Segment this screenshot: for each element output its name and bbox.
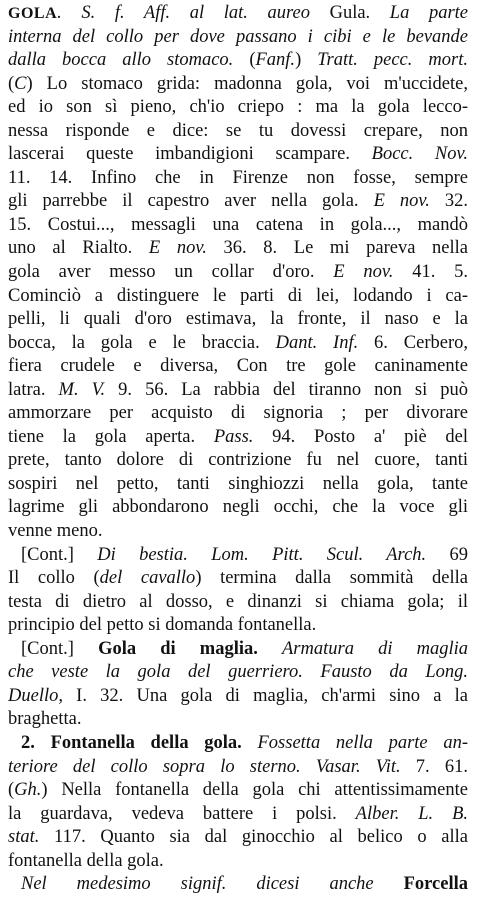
text-segment: 94. Posto a' piè del xyxy=(253,426,468,447)
text-segment: Duello, xyxy=(8,685,63,706)
text-segment: gola aver messo un collar d'oro. xyxy=(8,262,334,283)
text-segment: lascerai queste imbandigioni scampare. xyxy=(8,144,372,165)
text-segment: Il collo ( xyxy=(8,568,100,589)
text-line xyxy=(8,261,468,285)
text-line xyxy=(8,26,468,50)
text-segment: ( xyxy=(233,50,256,71)
text-segment: principio del petto si domanda fontanella. xyxy=(8,615,317,636)
text-line xyxy=(8,591,468,615)
text-line xyxy=(8,143,468,167)
text-segment: 7. 61. xyxy=(400,756,468,777)
text-segment: 41. 5. xyxy=(393,262,468,283)
text-segment: che veste la gola del guerriero. Fausto da Long. xyxy=(8,662,468,683)
text-segment: 32. xyxy=(429,191,468,212)
text-segment: fontanella della gola. xyxy=(8,850,164,871)
text-segment: C xyxy=(14,73,27,94)
text-segment: [Cont.] xyxy=(21,544,98,565)
text-segment: . S. f. Aff. al lat. aureo xyxy=(57,3,310,23)
text-line xyxy=(8,308,468,332)
text-line xyxy=(8,732,468,756)
text-line xyxy=(8,120,468,144)
text-line xyxy=(8,379,468,403)
text-line xyxy=(8,2,468,26)
text-line xyxy=(8,73,468,97)
text-segment: ) xyxy=(295,50,318,71)
text-segment: 117. Quanto sia dal ginocchio al belico o alla xyxy=(39,827,468,848)
text-segment: Tratt. pecc. mort. xyxy=(317,50,468,71)
text-segment: Gola di maglia. xyxy=(98,638,258,659)
text-line xyxy=(8,756,468,780)
text-line xyxy=(8,402,468,426)
text-segment: La parte xyxy=(389,3,468,23)
text-line xyxy=(8,708,468,732)
text-segment: prete, tanto dolore di contrizione fu nel cuore, tanti xyxy=(8,450,468,471)
text-line xyxy=(8,167,468,191)
text-segment: lagrime gli abbondarono negli occhi, che la voce gli xyxy=(8,497,468,518)
text-segment: Gula. xyxy=(309,3,390,23)
text-segment: Nel medesimo signif. dicesi anche xyxy=(21,874,374,895)
text-line xyxy=(8,237,468,261)
text-segment: 2. Fontanella della gola. xyxy=(21,732,242,753)
text-segment: venne meno. xyxy=(8,521,103,542)
text-segment: nessa risponde e dice: se tu dovessi crepare, non xyxy=(8,120,468,141)
text-segment: Armatura di maglia xyxy=(282,638,468,659)
text-segment: ) Lo stomaco grida: madonna gola, voi m'uccidete, xyxy=(26,73,468,94)
text-segment: tiene la gola aperta. xyxy=(8,426,214,447)
text-segment: Fossetta nella parte an- xyxy=(257,732,468,753)
text-segment: ammorzare per acquisto di signoria ; per divorare xyxy=(8,403,468,424)
text-segment: [Cont.] xyxy=(21,638,99,659)
text-line xyxy=(8,520,468,544)
text-segment: ( xyxy=(8,73,15,94)
text-segment: Forcella xyxy=(403,874,468,895)
text-segment: ( xyxy=(8,780,15,801)
text-segment: Di bestia. Lom. Pitt. Scul. Arch. xyxy=(97,544,427,565)
text-segment: Fanf. xyxy=(255,50,296,71)
text-line xyxy=(8,614,468,638)
text-segment: 9. 56. La rabbia del tiranno non si può xyxy=(105,379,468,400)
text-segment: sospiri nel petto, tanti singhiozzi nella gola, tante xyxy=(8,473,468,494)
text-line xyxy=(8,567,468,591)
text-line xyxy=(8,496,468,520)
text-segment: testa di dietro al dosso, e dinanzi si chiama gola; il xyxy=(8,591,468,612)
text-segment: braghetta. xyxy=(8,709,82,730)
text-line xyxy=(8,803,468,827)
text-line xyxy=(8,355,468,379)
text-segment: uno al Rialto. xyxy=(8,238,149,259)
text-segment: 6. Cerbero, xyxy=(358,332,468,353)
text-segment: Bocc. Nov. xyxy=(371,144,468,165)
text-segment: E nov. xyxy=(333,262,394,283)
text-line xyxy=(8,850,468,874)
text-segment: Pass. xyxy=(213,426,254,447)
text-segment xyxy=(258,639,282,659)
text-line xyxy=(8,685,468,709)
text-segment: ed io son sì pieno, ch'io criepo : ma la gola lecco- xyxy=(8,97,468,118)
text-segment: M. V. xyxy=(58,379,106,400)
text-line xyxy=(8,826,468,850)
text-line xyxy=(8,332,468,356)
text-line xyxy=(8,214,468,238)
dictionary-entry-gola xyxy=(8,2,468,897)
text-segment: ) termina dalla sommità della xyxy=(195,568,468,589)
text-line xyxy=(8,285,468,309)
text-segment xyxy=(374,874,404,894)
text-segment: ) Nella fontanella della gola chi attentissimamente xyxy=(41,780,468,801)
text-line xyxy=(8,449,468,473)
text-segment: Alber. L. B. xyxy=(355,803,468,824)
text-segment: 11. 14. Infino che in Firenze non fosse, sempre xyxy=(8,167,468,188)
text-segment: Dant. Inf. xyxy=(275,332,359,353)
text-line xyxy=(8,544,468,568)
text-segment: dalla bocca allo stomaco. xyxy=(8,50,234,71)
text-segment xyxy=(242,733,258,753)
text-segment: E nov. xyxy=(148,238,207,259)
headword: GOLA xyxy=(8,5,58,22)
text-segment: stat. xyxy=(8,827,40,848)
text-segment: Cominciò a distinguere le parti di lei, lodando i ca- xyxy=(8,285,468,306)
text-segment: latra. xyxy=(8,379,59,400)
text-line xyxy=(8,96,468,120)
text-segment: gli parrebbe il capestro aver nella gola. xyxy=(8,191,374,212)
text-segment: teriore del collo sopra lo sterno. Vasar. Vit. xyxy=(8,756,401,777)
text-line xyxy=(8,473,468,497)
text-segment: E nov. xyxy=(373,191,430,212)
text-segment: 15. Costui..., messagli una catena in gola..., mandò xyxy=(8,214,468,235)
text-segment: 69 xyxy=(426,544,468,565)
text-segment: 36. 8. Le mi pareva nella xyxy=(206,238,468,259)
text-line xyxy=(8,426,468,450)
text-segment: I. 32. Una gola di maglia, ch'armi sino a la xyxy=(62,685,468,706)
text-segment: bocca, la gola e le braccia. xyxy=(8,332,276,353)
text-segment: interna del collo per dove passano i cibi e le bevande xyxy=(8,26,468,47)
text-segment: fiera crudele e diversa, Con tre gole caninamente xyxy=(8,356,468,377)
text-segment: Gh. xyxy=(14,780,42,801)
text-line xyxy=(8,661,468,685)
text-segment: la guardava, vedeva battere i polsi. xyxy=(8,803,356,824)
text-line xyxy=(8,190,468,214)
text-segment: pelli, li quali d'oro estimava, la fronte, il naso e la xyxy=(8,309,468,330)
text-segment: del cavallo xyxy=(99,568,196,589)
text-line xyxy=(8,638,468,662)
text-line xyxy=(8,49,468,73)
text-line xyxy=(8,873,468,897)
text-line xyxy=(8,779,468,803)
